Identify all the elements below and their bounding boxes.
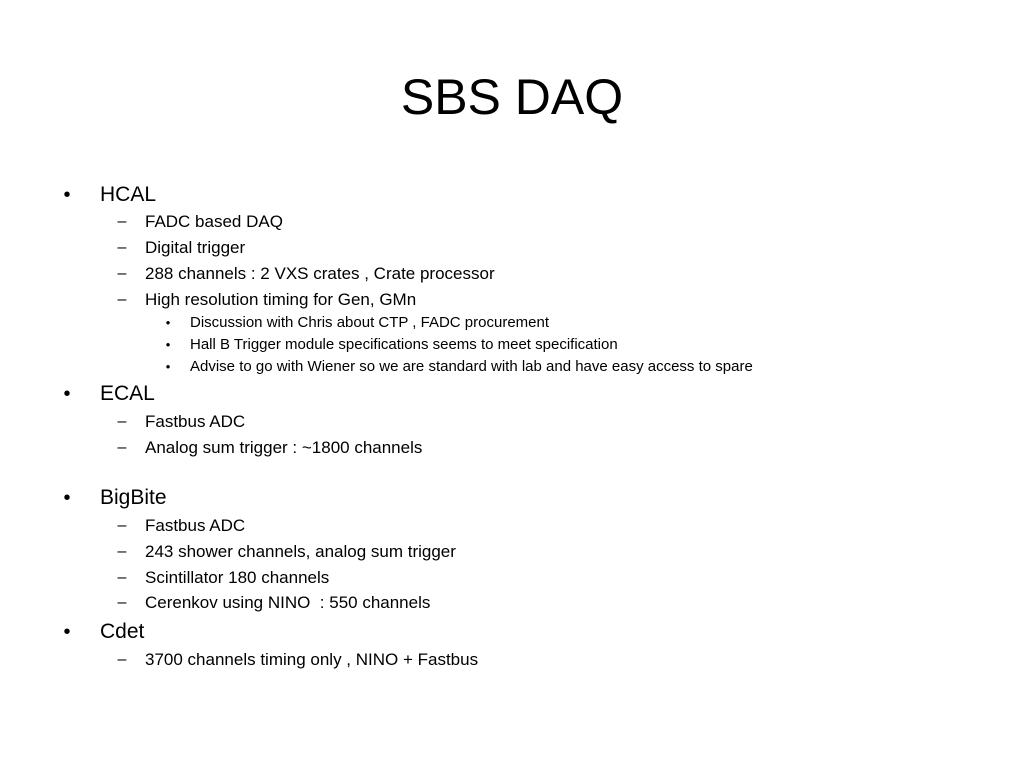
bullet-dash-icon: – bbox=[117, 265, 127, 282]
bullet-dot-icon: • bbox=[165, 359, 171, 374]
bullet-dot-icon: • bbox=[165, 315, 171, 330]
bullet-dot-icon: • bbox=[63, 184, 71, 206]
sub-item-label: 3700 channels timing only , NINO + Fastbus bbox=[145, 650, 479, 669]
sub-item bbox=[117, 263, 495, 285]
sub-item bbox=[117, 649, 479, 671]
list-item-label: BigBite bbox=[100, 486, 167, 509]
sub-item bbox=[117, 437, 423, 459]
list-item-label: Cdet bbox=[100, 620, 145, 643]
bullet-dash-icon: – bbox=[117, 213, 127, 230]
sub-item bbox=[117, 211, 283, 233]
bullet-dash-icon: – bbox=[117, 651, 127, 668]
sub-item-label: 243 shower channels, analog sum trigger bbox=[145, 542, 456, 561]
bullet-dot-icon: • bbox=[63, 383, 71, 405]
bullet-dot-icon: • bbox=[63, 621, 71, 643]
bullet-dash-icon: – bbox=[117, 569, 127, 586]
sub-item bbox=[117, 592, 431, 614]
sub-item bbox=[117, 237, 246, 259]
bullet-dash-icon: – bbox=[117, 517, 127, 534]
list-item-label: ECAL bbox=[100, 382, 155, 405]
sub-item bbox=[117, 567, 330, 589]
bullet-dash-icon: – bbox=[117, 543, 127, 560]
sub-item-label: Digital trigger bbox=[145, 238, 246, 257]
list-item-ecal bbox=[63, 381, 155, 407]
slide-title: SBS DAQ bbox=[400, 69, 624, 125]
sub-item-label: Cerenkov using NINO : 550 channels bbox=[145, 593, 431, 612]
sub-item bbox=[117, 411, 246, 433]
sub-item-label: 288 channels : 2 VXS crates , Crate processor bbox=[145, 264, 495, 283]
sub-sub-item bbox=[165, 313, 550, 333]
sub-item-label: High resolution timing for Gen, GMn bbox=[145, 290, 417, 309]
bullet-dot-icon: • bbox=[63, 487, 71, 509]
bullet-dash-icon: – bbox=[117, 291, 127, 308]
list-item-cdet bbox=[63, 619, 145, 645]
sub-sub-item-label: Discussion with Chris about CTP , FADC procurement bbox=[190, 314, 550, 331]
bullet-dash-icon: – bbox=[117, 239, 127, 256]
list-item-bigbite bbox=[63, 485, 167, 511]
list-item-label: HCAL bbox=[100, 183, 157, 206]
sub-item-label: FADC based DAQ bbox=[145, 212, 283, 231]
sub-item-label: Fastbus ADC bbox=[145, 412, 246, 431]
sub-item bbox=[117, 541, 456, 563]
sub-item bbox=[117, 289, 417, 311]
bullet-dash-icon: – bbox=[117, 413, 127, 430]
sub-item-label: Scintillator 180 channels bbox=[145, 568, 330, 587]
sub-item-label: Fastbus ADC bbox=[145, 516, 246, 535]
bullet-dash-icon: – bbox=[117, 439, 127, 456]
sub-sub-item bbox=[165, 357, 753, 377]
bullet-dash-icon: – bbox=[117, 594, 127, 611]
list-item-hcal bbox=[63, 182, 157, 208]
sub-sub-item bbox=[165, 335, 618, 355]
sub-item bbox=[117, 515, 246, 537]
sub-sub-item-label: Advise to go with Wiener so we are standard with lab and have easy access to spare bbox=[190, 358, 753, 375]
sub-item-label: Analog sum trigger : ~1800 channels bbox=[145, 438, 423, 457]
bullet-dot-icon: • bbox=[165, 337, 171, 352]
sub-sub-item-label: Hall B Trigger module specifications seems to meet specification bbox=[190, 336, 618, 353]
